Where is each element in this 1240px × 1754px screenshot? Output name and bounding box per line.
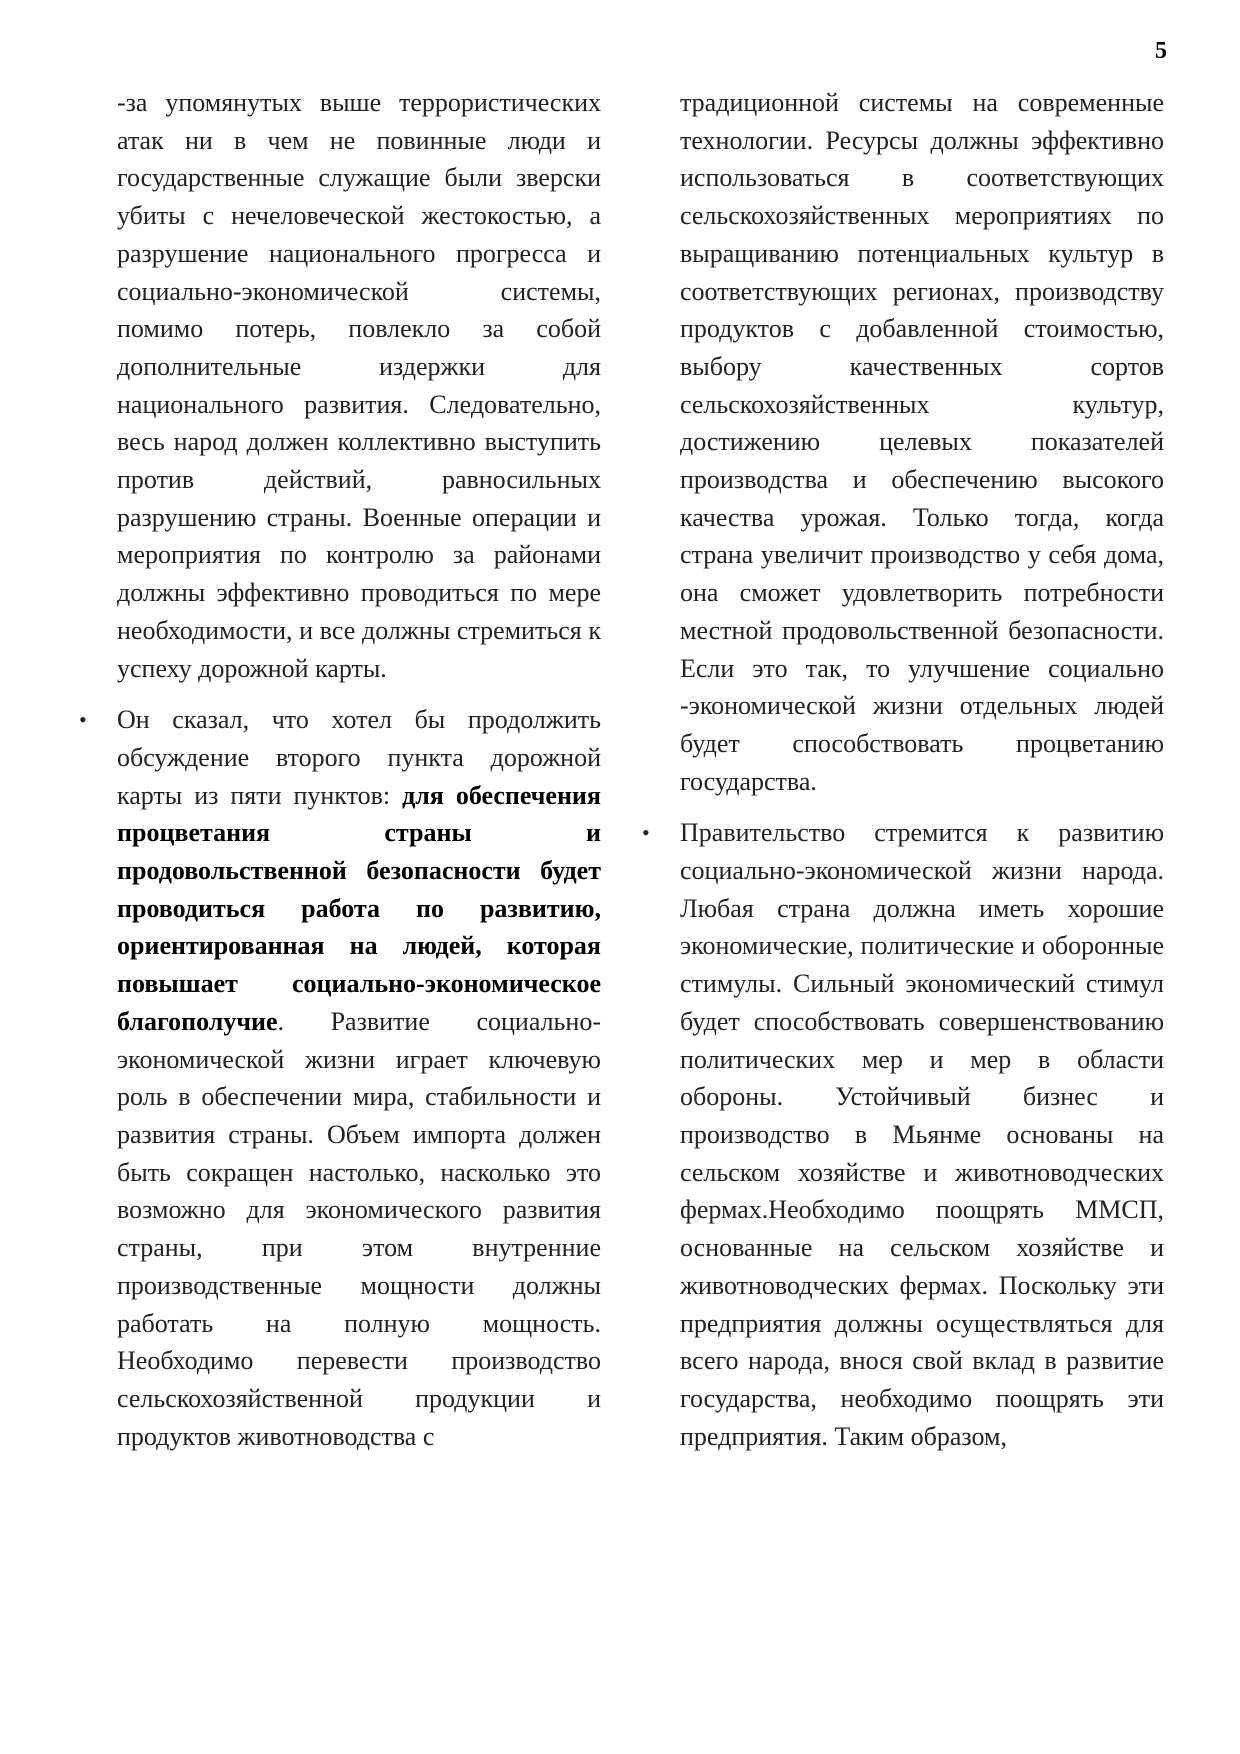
right-paragraph-continuation: традиционной системы на современные технологии. Ресурсы должны эффективно использоваться в соответствующих сельскохозяйственных мероприятиях по выращиванию потенциальных культур в соответствующих регионах, производству продуктов с добавленной стоимостью, выбору качественных сортов сельскохозяйственных культур, достижению целевых показателей производства и обеспечению высокого качества урожая. Только тогда, когда страна увеличит производство у себя дома, она сможет удовлетворить потребности местной продовольственной безопасности. Если это так, то улучшение социально -экономической жизни отдельных людей будет способствовать процветанию государства. — [680, 88, 1164, 796]
left-column — [79, 84, 601, 1455]
bullet-bold-text: для обеспечения процветания страны и продовольственной безопасности будет проводиться работа по развитию, ориентированная на людей, которая повышает социально-экономическое благополучие — [117, 780, 601, 1036]
bullet-marker: • — [79, 707, 87, 733]
bullet-marker: • — [642, 820, 650, 846]
bullet-rest-text: . Развитие социально-экономической жизни играет ключевую роль в обеспечении мира, стабильности и развития страны. Объем импорта должен быть сокращен настолько, насколько это возможно для экономического развития страны, при этом внутренние производственные мощности должны работать на полную мощность. Необходимо перевести производство сельскохозяйственной продукции и продуктов животноводства с — [117, 1006, 601, 1451]
right-column — [642, 84, 1164, 1455]
left-bullet-item — [79, 701, 601, 1455]
right-bullet-item — [642, 814, 1164, 1455]
left-bullet-paragraph — [117, 701, 601, 1455]
left-paragraph-continuation: -за упомянутых выше террористических атак ни в чем не повинные люди и государственные служащие были зверски убиты с нечеловеческой жестокостью, а разрушение национального прогресса и социально-экономической системы, помимо потерь, повлекло за собой дополнительные издержки для национального развития. Следовательно, весь народ должен коллективно выступить против действий, равносильных разрушению страны. Военные операции и мероприятия по контролю за районами должны эффективно проводиться по мере необходимости, и все должны стремиться к успеху дорожной карты. — [117, 88, 601, 683]
right-bullet-paragraph: Правительство стремится к развитию социально-экономической жизни народа. Любая страна должна иметь хорошие экономические, политические и оборонные стимулы. Сильный экономический стимул будет способствовать совершенствованию политических мер и мер в области обороны. Устойчивый бизнес и производство в Мьянме основаны на сельском хозяйстве и животноводческих фермах.Необходимо поощрять ММСП, основанные на сельском хозяйстве и животноводческих фермах. Поскольку эти предприятия должны осуществляться для всего народа, внося свой вклад в развитие государства, необходимо поощрять эти предприятия. Таким образом, — [680, 818, 1164, 1451]
page-number: 5 — [1155, 38, 1167, 64]
bullet-intro-text: Он сказал, что хотел бы продолжить обсуждение второго пункта дорожной карты из пяти пунктов: — [117, 705, 601, 810]
